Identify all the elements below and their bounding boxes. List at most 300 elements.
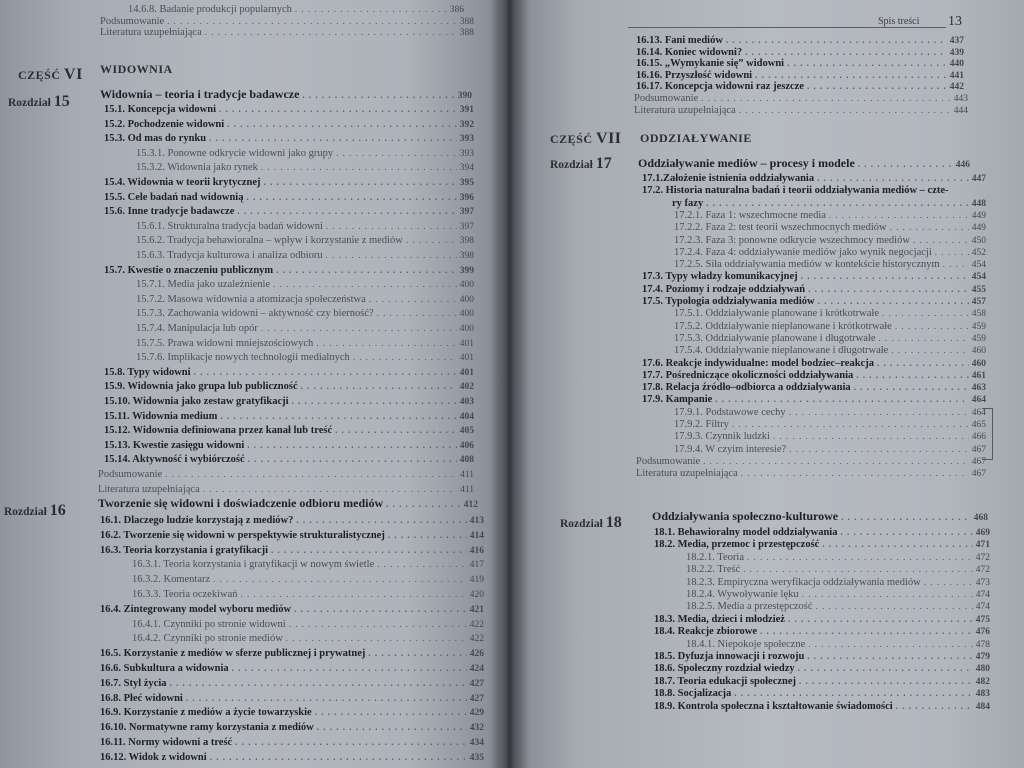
chapter-label-16-part: 16 [49,502,66,519]
entry-title: Podsumowanie [636,455,701,467]
dot-leader [924,576,973,589]
dot-leader [817,172,969,185]
page-ref: 420 [469,590,484,600]
entry-title: 16.12. Widok z widowni [100,751,207,763]
part-title-oddzialywanie [640,131,752,146]
entry-title: 16.16. Przyszłość widowni [636,69,753,81]
dot-leader [316,337,456,350]
toc-entry [136,220,474,234]
dot-leader [210,751,467,764]
page-ref: 424 [469,664,484,674]
entry-title: 16.3.1. Teoria korzystania i gratyfikacji w nowym świetle [132,559,375,571]
toc-entry [136,147,474,161]
entry-title: 16.3.3. Teoria oczekiwań [132,589,238,600]
toc-entry [132,632,484,646]
page-ref: 455 [971,284,986,295]
entry-title: 15.7.3. Zachowania widowni – aktywność czy bierność? [136,308,374,320]
toc-entry [100,721,484,735]
page-ref: 457 [971,297,986,307]
dot-leader [789,443,969,456]
page-ref: 426 [469,649,484,660]
page-ref: 417 [469,560,484,571]
page-ref: 474 [975,590,990,600]
page-ref: 454 [971,260,986,271]
dot-leader [741,467,969,480]
page-ref: 422 [469,619,484,630]
toc-entry [136,161,474,175]
chapter-label-16-part: Rozdział [4,506,50,518]
entry-title: 17.5.4. Oddziaływanie nieplanowane i długotrwałe [674,345,889,357]
entry-title: 16.4. Zintegrowany model wyboru mediów [100,603,292,615]
chapter-label-17 [550,155,612,173]
page-ref: 468 [973,513,988,523]
part-label-vii-part: VII [596,130,622,147]
dot-leader [220,410,456,423]
page-ref: 411 [460,484,474,495]
dot-leader [315,706,467,719]
entry-title: 16.13. Fani mediów [636,35,723,46]
dot-leader [734,687,972,700]
page-ref: 390 [457,91,472,101]
dot-leader [248,453,457,466]
page-ref: 406 [459,440,474,451]
toc-entry [136,293,474,307]
page-ref: 463 [971,383,986,394]
page-ref: 427 [469,693,484,704]
part-label-vi-part: VI [64,66,83,83]
dot-leader [294,603,467,616]
toc-entry [100,514,484,528]
chapter-label-18-part: 18 [605,514,622,531]
dot-leader [858,158,953,171]
dot-leader [808,283,969,296]
page-ref: 386 [449,5,464,15]
page-ref: 460 [971,358,986,369]
page-ref: 427 [469,678,484,689]
toc-entry [104,132,474,146]
dot-leader [799,675,973,688]
page-ref: 395 [459,178,474,188]
dot-leader [326,220,457,233]
chapter-label-17-part: 17 [595,155,612,172]
page-ref: 446 [955,160,970,170]
page-ref: 405 [459,426,474,437]
entry-title: 18.8. Socjalizacja [654,688,732,700]
entry-title: 15.6.2. Tradycja behawioralna – wpływ i korzystanie z mediów [136,235,403,247]
entry-title: 17.6. Reakcje indywidualne: model bodziec–reakcja [642,357,874,369]
dot-leader [840,526,972,539]
entry-title: 15.3.1. Ponowne odkrycie widowni jako grupy [136,147,334,159]
dot-leader [336,147,457,160]
entry-title: 16.2. Tworzenie się widowni w perspektywie strukturalistycznej [100,529,385,541]
page-ref: 469 [975,528,990,538]
entry-title: Podsumowanie [98,469,163,480]
page-ref: 388 [459,16,474,27]
page-ref: 422 [469,634,484,645]
entry-title: 15.1. Koncepcja widowni [104,104,217,115]
chapter-label-15-part: Rozdział [8,97,54,109]
dot-leader [194,366,457,379]
dot-leader [213,573,467,586]
toc-entry [136,307,474,321]
entry-title: 17.7. Pośredniczące okoliczności oddziaływania [642,369,854,381]
entry-title: 18.2.4. Wywoływanie lęku [686,589,799,600]
page-ref: 394 [459,163,474,174]
dot-leader [913,234,969,247]
chapter-label-17-part: Rozdział [550,159,596,171]
page-ref: 443 [953,94,968,104]
entry-title: 17.2.4. Faza 4: oddziaływanie mediów jako wynik negocjacji [674,246,932,258]
toc-entry [104,424,474,438]
page-ref: 401 [459,367,474,378]
entry-title: 17.2.1. Faza 1: wszechmocne media [674,209,826,221]
entry-title: 15.5. Cele badań nad widownią [104,191,244,203]
entry-title: 17.2.2. Faza 2: test teorii wszechmocnych mediów [674,222,887,234]
page-ref: 482 [975,676,990,687]
page-ref: 459 [971,321,986,332]
dot-leader [302,89,454,102]
part-label-vi [18,66,83,84]
dot-leader [261,161,457,174]
toc-entry [100,751,484,765]
toc-entry [100,662,484,676]
toc-entry [98,468,474,482]
page-ref: 472 [975,565,990,576]
entry-title: 18.6. Społeczny rozdział wiedzy [654,663,795,675]
dot-leader [317,721,467,734]
dot-leader [377,558,466,571]
chapter-title-17 [638,157,970,172]
dot-leader [271,544,467,557]
page-ref: 391 [459,105,474,115]
entry-title: 15.6. Inne tradycje badawcze [104,206,235,218]
page-ref: 471 [975,540,990,551]
chapter-label-16 [4,502,66,520]
toc-entry [132,588,484,602]
dot-leader [227,118,457,131]
entry-title: 17.9. Kampanie [642,394,713,406]
entry-title: 16.17. Koncepcja widowni raz jeszcze [636,81,804,93]
dot-leader [743,563,972,576]
dot-leader [247,439,456,452]
page-ref: 413 [469,516,484,526]
entry-title: 16.4.2. Czynniki po stronie mediów [132,633,283,645]
page-ref: 414 [469,530,484,541]
dot-leader [203,483,457,496]
page-ref: 398 [459,251,474,261]
page-ref: 393 [459,148,474,159]
toc-entry [104,366,474,380]
toc-entry [104,380,474,394]
part-title-widownia [100,62,173,77]
dot-leader [895,320,969,333]
dot-leader [877,357,969,370]
dot-leader [760,625,973,638]
dot-leader [747,551,973,564]
dot-leader [301,380,457,393]
toc-entry [100,692,484,706]
entry-title: 15.6.3. Tradycja kulturowa i analiza odbioru [136,250,323,261]
dot-leader [353,351,457,364]
dot-leader [261,322,457,335]
dot-leader [406,234,457,247]
page-ref: 400 [459,294,474,305]
page-ref: 441 [949,70,964,81]
entry-title: 18.2. Media, przemoc i przestępczość [654,539,820,551]
dot-leader [186,692,467,705]
dot-leader [241,588,467,601]
toc-entry [104,439,474,453]
entry-title: 16.4.1. Czynniki po stronie widowni [132,618,286,630]
part-label-vii [550,130,622,148]
dot-leader [368,647,466,660]
entry-title: 18.5. Dyfuzja innowacji i rozwoju [654,651,805,662]
page-ref: 467 [971,469,986,480]
toc-entry [104,191,474,205]
entry-title: 15.13. Kwestie zasięgu widowni [104,439,245,451]
page-ref: 400 [459,309,474,320]
toc-entry [100,544,484,558]
page-ref: 466 [971,432,986,443]
entry-title: 17.5. Typologia oddziaływania mediów [642,296,815,307]
entry-title: Literatura uzupełniająca [100,27,202,38]
page-ref: 464 [971,395,986,406]
entry-title: 15.3.2. Widownia jako rynek [136,162,258,174]
dot-leader [890,221,969,234]
entry-title: 17.4. Poziomy i rodzaje oddziaływań [642,283,806,295]
entry-title: 15.10. Widownia jako zestaw gratyfikacji [104,396,289,407]
page-ref: 398 [459,236,474,247]
entry-title: 17.9.2. Filtry [674,419,729,430]
toc-entry [100,736,484,750]
dot-leader [798,662,973,675]
entry-title: 16.8. Płeć widowni [100,692,183,704]
entry-title: 18.2.2. Treść [686,564,741,576]
entry-title: 16.7. Styl życia [100,677,167,689]
page-ref: 460 [971,346,986,357]
page-ref: 454 [971,272,986,283]
dot-leader [388,529,467,542]
dot-leader [739,104,951,117]
page-ref: 419 [469,575,484,586]
page-ref: 476 [975,627,990,638]
page-ref: 432 [469,723,484,734]
page-ref: 393 [459,134,474,145]
dot-leader [807,650,972,663]
chapter-title-16 [98,497,478,512]
dot-leader [715,393,968,406]
dot-leader [276,264,457,277]
toc-entry [100,603,484,617]
page-ref: 400 [459,324,474,334]
dot-leader [209,132,457,145]
entry-title: 18.9. Kontrola społeczna i kształtowanie świadomości [654,700,893,712]
page-ref: 475 [975,614,990,625]
entry-title: 18.3. Media, dzieci i młodzież [654,613,785,625]
page-ref: 442 [949,82,964,93]
chapter-title-15 [100,88,472,103]
page-ref: 416 [469,545,484,556]
entry-title: 18.4.1. Niepokoje społeczne [686,638,806,650]
entry-title: 18.2.1. Teoria [686,551,744,563]
toc-entry [104,118,474,132]
entry-title: 17.9.3. Czynnik ludzki [674,431,770,443]
toc-entry [104,205,474,219]
toc-entry [634,104,968,118]
page-ref: 472 [975,552,990,563]
chapter-title-18 [652,510,988,525]
toc-entry [100,529,484,543]
dot-leader [219,103,457,116]
entry-title: 17.3. Typy władzy komunikacyjnej [642,271,798,283]
header-rule [628,27,946,28]
page-ref: 449 [971,223,986,234]
page-ref: 448 [971,198,986,209]
page-ref: 400 [459,280,474,291]
entry-title: 17.9.1. Podstawowe cechy [674,406,786,418]
toc-entry [104,453,474,467]
dot-leader [286,632,467,645]
entry-title: 18.2.3. Empiryczna weryfikacja oddziaływania mediów [686,576,921,588]
dot-leader [246,191,456,204]
dot-leader [386,498,461,511]
dot-leader [706,197,969,210]
page-ref: 399 [459,265,474,276]
entry-title: 17.5.3. Oddziaływanie planowane i długotrwałe [674,332,876,344]
dot-leader [882,307,969,320]
page-ref: 444 [953,105,968,116]
page-ref: 411 [460,470,474,480]
dot-leader [165,468,457,481]
dot-leader [703,455,969,468]
page-ref: 458 [971,309,986,320]
entry-title: 15.7.5. Prawa widowni mniejszościowych [136,337,314,349]
toc-entry [136,337,474,351]
toc-entry [136,322,474,336]
dot-leader [896,700,973,713]
entry-title: 18.4. Reakcje zbiorowe [654,626,758,638]
entry-title: 17.1.Założenie istnienia oddziaływania [642,173,815,184]
toc-entry [136,234,474,248]
entry-title: 17.2. Historia naturalna badań i teorii oddziaływania mediów – czte- [642,185,949,197]
part-label-vii-part: CZĘŚĆ [550,132,597,146]
entry-title: 15.12. Widownia definiowana przez kanał lub treść [104,425,333,437]
page-ref: 447 [971,174,986,184]
toc-entry [98,483,474,497]
page-ref: 484 [975,701,990,712]
entry-title: 15.14. Aktywność i wybiórczość [104,454,245,466]
entry-title: 15.7.1. Media jako uzależnienie [136,279,271,291]
toc-entry [104,410,474,424]
running-title: Spis treści [878,16,920,27]
page-ref: 483 [975,689,990,700]
toc-entry [136,351,474,365]
dot-leader [935,246,969,259]
entry-title: 16.1. Dlaczego ludzie korzystają z mediów? [100,515,294,526]
entry-title: 16.15. „Wymykanie się” widowni [636,58,785,70]
page-ref: 439 [949,47,964,58]
toc-entry [100,647,484,661]
page-ref: 401 [459,338,474,349]
entry-title: 18.2.5. Media a przestępczość [686,601,813,613]
toc-entry [104,264,474,278]
dot-leader [841,511,971,524]
page-ref: 434 [469,738,484,748]
page-ref: 396 [459,192,474,203]
chapter-label-15-part: 15 [53,93,70,110]
entry-title: 15.7.6. Implikacje nowych technologii medialnych [136,352,350,364]
toc-entry [654,700,990,714]
page-ref: 450 [971,235,986,246]
chapter-label-15 [8,93,70,111]
chapter-label-18-part: Rozdział [560,518,606,530]
page-ref: 429 [469,708,484,719]
toc-entry [136,249,474,263]
dot-leader [264,176,457,189]
entry-title: Podsumowanie [100,15,165,27]
page-ref: 467 [971,456,986,467]
entry-title: 17.2.3. Faza 3: ponowne odkrycie wszechmocy mediów [674,234,910,246]
entry-title: Oddziaływania społeczno-kulturowe [652,509,839,523]
dot-leader [891,344,968,357]
dot-leader [205,26,457,39]
entry-title: 16.5. Korzystanie z mediów w sferze publicznej i prywatnej [100,648,366,660]
entry-title: Literatura uzupełniająca [98,483,200,495]
entry-title: 17.8. Relacja źródło–odbiorca a oddziaływania [642,382,851,394]
toc-entry [100,677,484,691]
part-label-vi-part: CZĘŚĆ [18,68,65,82]
dot-leader [170,677,467,690]
entry-title: 17.5.2. Oddziaływanie nieplanowane i krótkotrwałe [674,320,892,332]
entry-title: 16.10. Normatywne ramy korzystania z mediów [100,722,314,734]
dot-leader [808,638,972,651]
page-ref: 452 [971,247,986,258]
dot-leader [292,395,457,408]
toc-entry [104,395,474,409]
toc-entry [104,176,474,190]
dot-leader [854,381,969,394]
dot-leader [235,736,467,749]
entry-title: ry fazy [672,197,704,209]
part-title-widownia-part: WIDOWNIA [100,62,173,76]
entry-title: 16.3.2. Komentarz [132,574,211,586]
page-ref: 392 [459,119,474,130]
toc-entry [100,706,484,720]
page-ref: 412 [463,500,478,510]
page-ref: 402 [459,382,474,393]
page-ref: 461 [971,370,986,381]
dot-leader [829,209,969,222]
toc-entry [132,573,484,587]
page-ref: 473 [975,577,990,588]
page-number: 13 [948,14,962,29]
chapter-label-18 [560,514,622,532]
page-ref: 479 [975,652,990,662]
page-ref: 408 [459,455,474,466]
page-ref: 464 [971,407,986,418]
page-ref: 467 [971,444,986,455]
page-ref: 403 [459,397,474,407]
dot-leader [273,278,457,291]
dot-leader [943,258,969,271]
entry-title: 18.1. Behawioralny model oddziaływania [654,527,838,538]
entry-title: Oddziaływanie mediów – procesy i modele [638,156,855,170]
page-ref: 480 [975,664,990,675]
entry-title: 15.11. Widownia medium [104,410,218,422]
entry-title: 15.7.4. Manipulacja lub opór [136,323,258,334]
dot-leader [878,332,968,345]
page-ref: 435 [469,752,484,763]
